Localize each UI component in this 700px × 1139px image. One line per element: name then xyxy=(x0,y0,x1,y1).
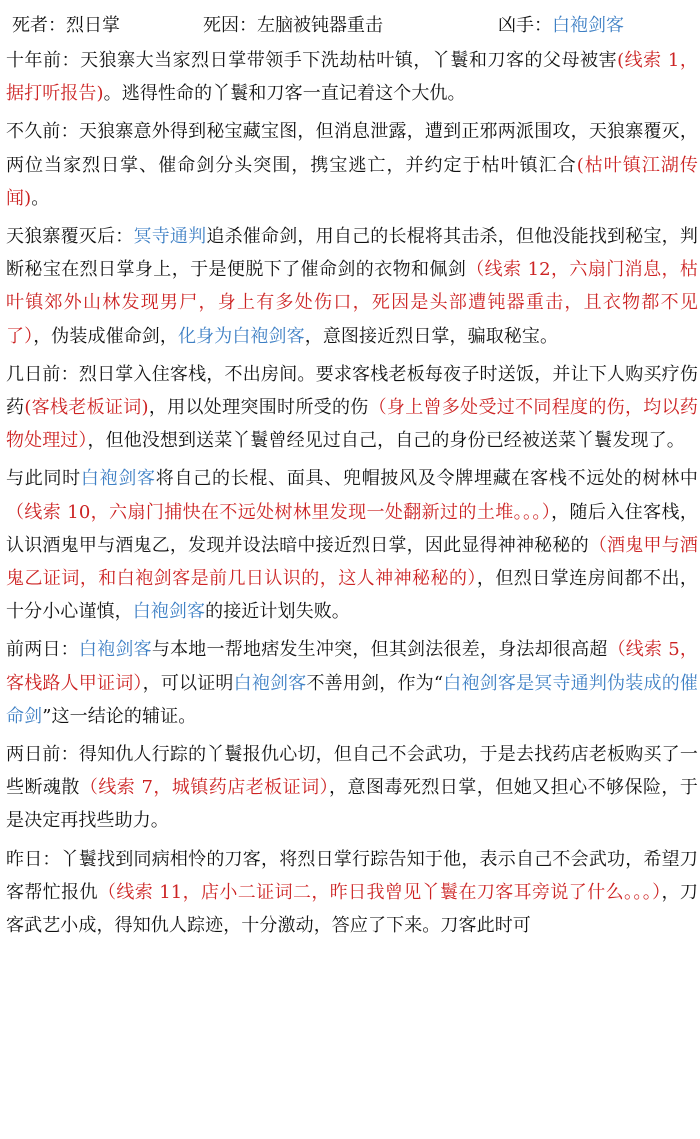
highlight-text: 冥寺通判 xyxy=(133,226,207,248)
paragraph-text: 前两日： xyxy=(6,639,79,661)
paragraph-text: 两日前：得知仇人行踪的丫鬟报仇心切，但自己不会武功，于是去找药店老板购买了一些断魂散 xyxy=(6,744,698,799)
paragraph-text: 天狼寨覆灭后： xyxy=(6,226,134,248)
case-header xyxy=(6,8,698,44)
victim-field xyxy=(12,8,120,44)
highlight-text: 白袍剑客 xyxy=(132,601,206,623)
paragraph-text: ，但烈日掌连房间都不出，十分小心谨慎， xyxy=(6,568,698,623)
cause-field xyxy=(203,8,383,44)
clue-note: （线索 7，城镇药店老板证词） xyxy=(79,777,330,799)
timeline-paragraph xyxy=(6,633,698,733)
paragraph-text: 的接近计划失败。 xyxy=(205,601,350,623)
clue-note: （线索 11，店小二证词二，昨日我曾见丫鬟在刀客耳旁说了什么。。。） xyxy=(97,881,662,903)
cause-label: 死因： xyxy=(203,15,257,36)
clue-note: （线索 10，六扇门捕快在不远处树林里发现一处翻新过的土堆。。。） xyxy=(6,501,552,523)
clue-note: (线索 1，据打听报告) xyxy=(6,50,698,105)
highlight-text: 白袍剑客是冥寺通判伪装成的催命剑 xyxy=(6,672,698,727)
killer-value: 白袍剑客 xyxy=(552,15,624,36)
paragraph-text: 昨日：丫鬟找到同病相怜的刀客，将烈日掌行踪告知于他，表示自己不会武功，希望刀客帮忙报仇 xyxy=(6,848,698,903)
paragraph-text: 不善用剑，作为“ xyxy=(306,672,444,694)
victim-label: 死者： xyxy=(12,15,66,36)
paragraph-text: ，刀客武艺小成，得知仇人踪迹，十分激动，答应了下来。刀客此时可 xyxy=(6,881,699,937)
paragraph-text: 将自己的长棍、面具、兜帽披风及令牌埋藏在客栈不远处的树林中 xyxy=(155,468,699,490)
clue-note: (客栈老板证词) xyxy=(24,397,149,419)
paragraph-text: ，意图接近烈日掌，骗取秘宝。 xyxy=(304,325,559,347)
timeline-paragraph xyxy=(6,44,698,110)
paragraph-text: ”这一结论的辅证。 xyxy=(42,705,197,727)
highlight-text: 白袍剑客 xyxy=(80,468,156,490)
highlight-text: 化身为白袍剑客 xyxy=(178,325,305,347)
paragraph-text: 十年前：天狼寨大当家烈日掌带领手下洗劫枯叶镇，丫鬟和刀客的父母被害 xyxy=(6,50,618,71)
clue-note: （酒鬼甲与酒鬼乙证词，和白袍剑客是前几日认识的，这人神神秘秘的） xyxy=(6,534,698,590)
paragraph-text: 。逃得性命的丫鬟和刀客一直记着这个大仇。 xyxy=(103,83,466,105)
paragraph-text: 与此同时 xyxy=(6,468,81,490)
paragraph-text: 不久前：天狼寨意外得到秘宝藏宝图，但消息泄露，遭到正邪两派围攻，天狼寨覆灭，两位当家烈日掌、催命剑分头突围，携宝逃亡，并约定于枯叶镇汇合 xyxy=(6,121,698,176)
paragraph-text: ，但他没想到送菜丫鬟曾经见过自己，自己的身份已经被送菜丫鬟发现了。 xyxy=(87,430,685,452)
timeline-paragraph xyxy=(6,738,698,838)
timeline-paragraph xyxy=(6,843,698,943)
timeline-paragraph xyxy=(6,220,698,353)
paragraph-text: ，用以处理突围时所受的伤 xyxy=(148,397,369,419)
paragraph-text: ，随后入住客栈，认识酒鬼甲与酒鬼乙，发现并设法暗中接近烈日掌，因此显得神神秘秘的 xyxy=(6,501,698,556)
paragraph-text: 追杀催命剑，用自己的长棍将其击杀，但他没能找到秘宝，判断秘宝在烈日掌身上，于是便脱下了催命剑的衣物和佩剑 xyxy=(6,226,698,281)
clue-note: (枯叶镇江湖传闻) xyxy=(6,154,698,209)
timeline-paragraph xyxy=(6,358,698,458)
timeline-paragraph xyxy=(6,462,698,628)
cause-value: 左脑被钝器重击 xyxy=(257,15,383,36)
paragraph-text: 。 xyxy=(31,187,50,209)
clue-note: （线索 12，六扇门消息，枯叶镇郊外山林发现男尸，身上有多处伤口，死因是头部遭钝器重击，且衣物都不见了） xyxy=(6,259,698,347)
highlight-text: 白袍剑客 xyxy=(233,672,307,694)
clue-note: （线索 5，客栈路人甲证词） xyxy=(6,639,698,694)
timeline-body xyxy=(6,44,698,942)
timeline-paragraph xyxy=(6,115,698,215)
clue-note: （身上曾多处受过不同程度的伤，均以药物处理过） xyxy=(6,397,698,452)
killer-label: 凶手： xyxy=(498,15,552,36)
paragraph-text: 几日前：烈日掌入住客栈，不出房间。要求客栈老板每夜子时送饭，并让下人购买疗伤药 xyxy=(6,363,698,419)
victim-value: 烈日掌 xyxy=(66,15,120,36)
paragraph-text: ，可以证明 xyxy=(142,672,234,694)
killer-field xyxy=(498,8,624,44)
paragraph-text: 与本地一帮地痞发生冲突，但其剑法很差，身法却很高超 xyxy=(151,639,608,661)
paragraph-text: ，意图毒死烈日掌，但她又担心不够保险，于是决定再找些助力。 xyxy=(6,777,698,832)
paragraph-text: ，伪装成催命剑， xyxy=(33,325,179,347)
highlight-text: 白袍剑客 xyxy=(78,639,152,661)
